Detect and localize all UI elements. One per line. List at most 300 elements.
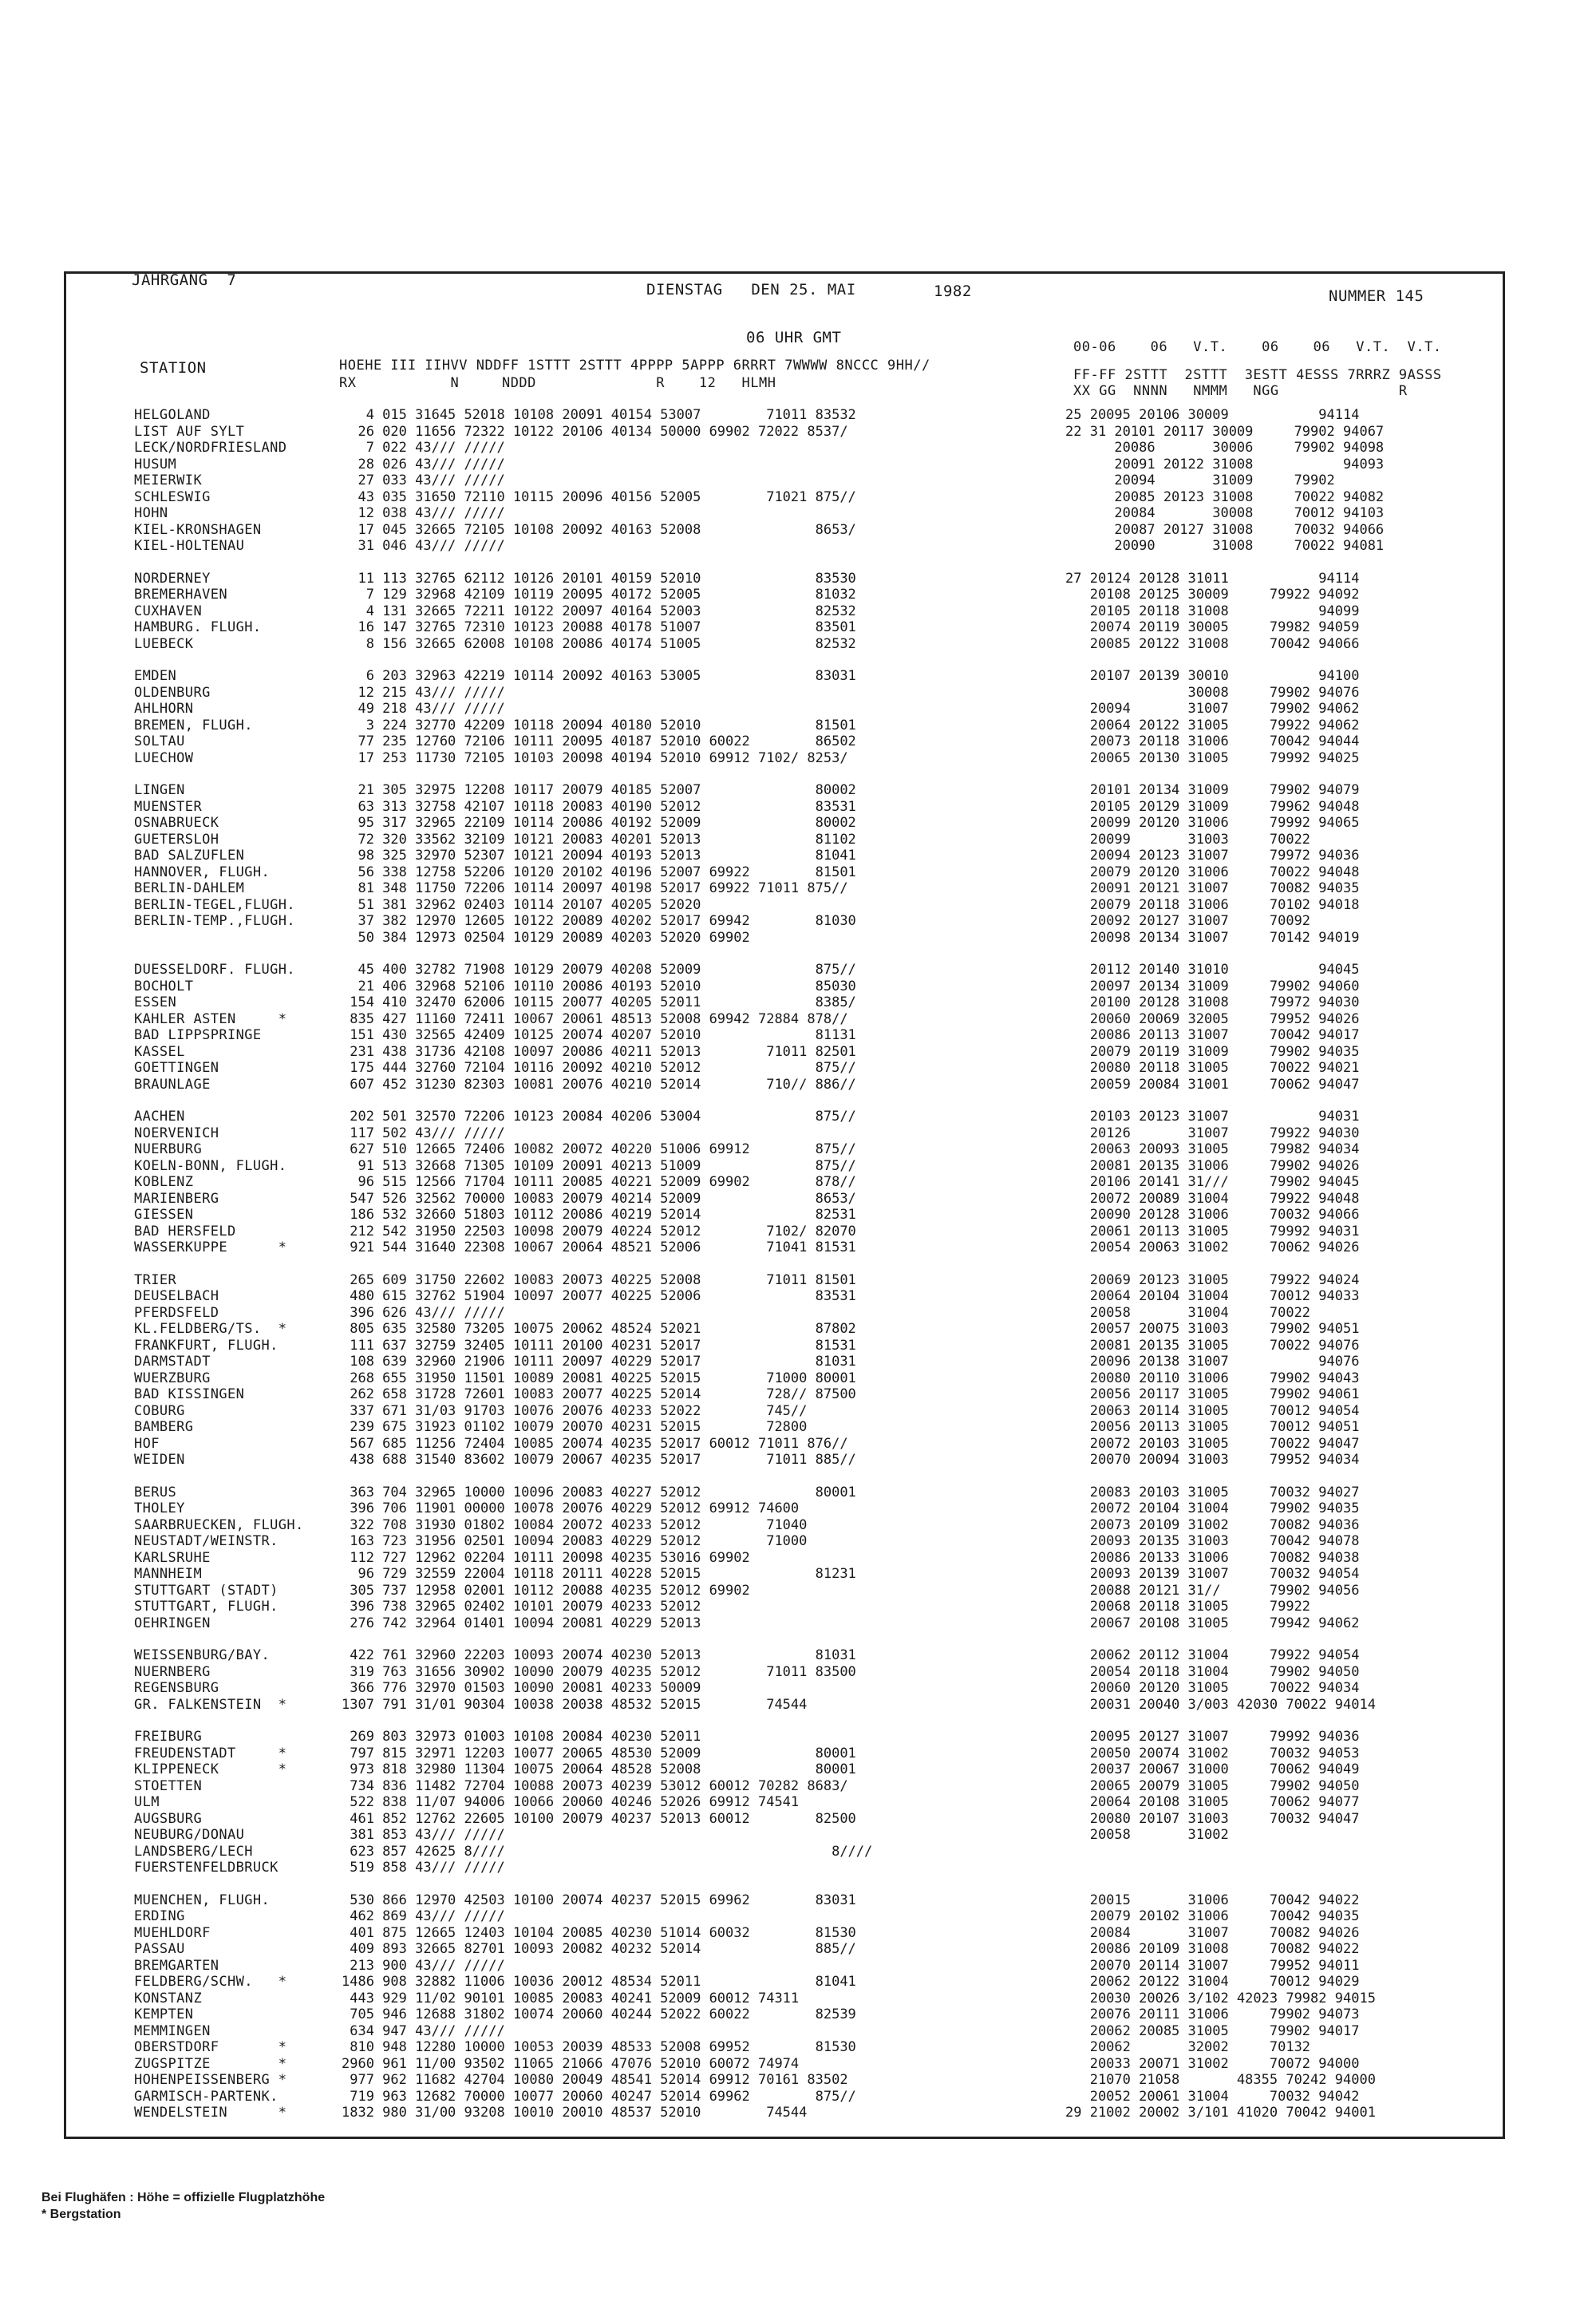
synop-data: 20079 20119 31009 79902 94035 — [1065, 1043, 1360, 1060]
synop-data: 20091 20122 31008 94093 — [1065, 456, 1385, 472]
synop-data: 20069 20123 31005 79922 94024 — [1065, 1271, 1360, 1288]
synop-data: 20062 20085 31005 79902 94017 — [1065, 2022, 1360, 2039]
station-name: FRANKFURT, FLUGH. — [134, 1337, 279, 1354]
observation-data: 627 510 12665 72406 10082 20072 40220 51006 69912 875// — [342, 1141, 856, 1157]
station-name: NEUBURG/DONAU — [134, 1827, 245, 1843]
observation-data: 522 838 11/07 94006 10066 20060 40246 52026 69912 74541 — [342, 1794, 800, 1810]
station-row — [0, 1027, 1596, 1044]
station-row — [0, 1680, 1596, 1697]
synop-data: 20084 31007 70082 94026 — [1065, 1924, 1360, 1941]
observation-data: 1486 908 32882 11006 10036 20012 48534 52011 81041 — [342, 1974, 856, 1990]
observation-data: 16 147 32765 72310 10123 20088 40178 51007 83501 — [342, 619, 856, 635]
synop-data: 20062 20112 31004 79922 94054 — [1065, 1647, 1360, 1663]
synop-data: 20084 30008 70012 94103 — [1065, 505, 1385, 521]
station-name: DUESSELDORF. FLUGH. — [134, 962, 296, 978]
station-row — [0, 1044, 1596, 1061]
observation-data: 977 962 11682 42704 10080 20049 48541 52014 69912 70161 83502 — [342, 2072, 848, 2088]
observation-data: 17 253 11730 72105 10103 20098 40194 52010 69912 7102/ 8253/ — [342, 749, 848, 766]
observation-data: 322 708 31930 01802 10084 20072 40233 52012 71040 — [342, 1516, 808, 1533]
observation-data: 63 313 32758 42107 10118 20083 40190 52012 83531 — [342, 798, 856, 815]
observation-data: 111 637 32759 32405 10111 20100 40231 52017 81531 — [342, 1337, 856, 1354]
station-name: HANNOVER, FLUGH. — [134, 864, 271, 880]
synop-data: 20050 20074 31002 70032 94053 — [1065, 1745, 1360, 1761]
observation-time: 06 UHR GMT — [746, 329, 842, 346]
station-row — [0, 815, 1596, 832]
synop-data: 20079 20102 31006 70042 94035 — [1065, 1908, 1360, 1924]
synop-data: 20100 20128 31008 79972 94030 — [1065, 994, 1360, 1010]
station-name: MARIENBERG — [134, 1190, 219, 1207]
observation-data: 805 635 32580 73205 10075 20062 48524 52021 87802 — [342, 1321, 856, 1337]
station-row — [0, 1125, 1596, 1142]
station-name: DARMSTADT — [134, 1354, 211, 1370]
synop-data: 20088 20121 31// 79902 94056 — [1065, 1582, 1360, 1599]
station-row — [0, 1011, 1596, 1028]
synop-data: 20095 20127 31007 79992 94036 — [1065, 1729, 1360, 1745]
synop-data: 20073 20118 31006 70042 94044 — [1065, 733, 1360, 749]
observation-data: 77 235 12760 72106 10111 20095 40187 52010 60022 86502 — [342, 733, 856, 749]
station-name: HELGOLAND — [134, 407, 211, 423]
synop-data: 20056 20117 31005 79902 94061 — [1065, 1386, 1360, 1402]
observation-data: 396 738 32965 02402 10101 20079 40233 52012 — [342, 1599, 701, 1615]
station-row — [0, 1207, 1596, 1224]
observation-data: 37 382 12970 12605 10122 20089 40202 52017 69942 81030 — [342, 913, 856, 929]
synop-data: 20031 20040 3/003 42030 70022 94014 — [1065, 1696, 1376, 1713]
station-row — [0, 978, 1596, 995]
station-name: STOETTEN — [134, 1777, 203, 1794]
synop-data: 20079 20120 31006 70022 94048 — [1065, 864, 1360, 880]
synop-data: 20015 31006 70042 94022 — [1065, 1892, 1360, 1908]
synop-data: 20074 20119 30005 79982 94059 — [1065, 619, 1360, 635]
synop-data: 20090 31008 70022 94081 — [1065, 538, 1385, 554]
observation-data: 401 875 12665 12403 10104 20085 40230 51014 60032 81530 — [342, 1924, 856, 1941]
station-table — [0, 407, 1596, 2137]
station-row — [0, 440, 1596, 457]
station-name: MANNHEIM — [134, 1566, 203, 1582]
observation-data: 409 893 32665 82701 10093 20082 40232 52014 885// — [342, 1941, 856, 1957]
observation-data: 276 742 32964 01401 10094 20081 40229 52013 — [342, 1615, 701, 1631]
station-name: HAMBURG. FLUGH. — [134, 619, 262, 635]
station-row — [0, 1436, 1596, 1453]
station-row — [0, 994, 1596, 1011]
station-name: ULM — [134, 1794, 160, 1810]
station-row — [0, 1485, 1596, 1501]
observation-data: 12 215 43/// ///// — [342, 684, 505, 701]
observation-data: 705 946 12688 31802 10074 20060 40244 52022 60022 82539 — [342, 2006, 856, 2022]
station-name: NUERNBERG — [134, 1663, 211, 1680]
observation-data: 438 688 31540 83602 10079 20067 40235 52017 71011 885// — [342, 1452, 856, 1468]
station-row — [0, 1778, 1596, 1795]
station-row — [0, 1077, 1596, 1093]
synop-data: 20080 20118 31005 70022 94021 — [1065, 1060, 1360, 1076]
station-row — [0, 864, 1596, 881]
station-row — [0, 1550, 1596, 1567]
synop-data: 22 31 20101 20117 30009 79902 94067 — [1065, 423, 1385, 440]
station-group — [0, 1647, 1596, 1713]
station-row — [0, 2072, 1596, 2089]
station-name: THOLEY — [134, 1500, 185, 1516]
station-row — [0, 603, 1596, 620]
station-name: LECK/NORDFRIESLAND — [134, 440, 287, 456]
station-name: LINGEN — [134, 782, 185, 798]
observation-data: 50 384 12973 02504 10129 20089 40203 52020 69902 — [342, 929, 750, 946]
station-row — [0, 1321, 1596, 1338]
synop-data: 20060 20120 31005 70022 94034 — [1065, 1680, 1360, 1696]
station-row — [0, 750, 1596, 767]
observation-data: 269 803 32973 01003 10108 20084 40230 52011 — [342, 1729, 701, 1745]
synop-data: 20099 31003 70022 — [1065, 831, 1311, 848]
observation-data: 305 737 12958 02001 10112 20088 40235 52012 69902 — [342, 1582, 750, 1599]
station-name: OBERSTDORF * — [134, 2039, 287, 2055]
synop-data: 25 20095 20106 30009 94114 — [1065, 407, 1360, 423]
station-name: OSNABRUECK — [134, 815, 219, 831]
station-row — [0, 1958, 1596, 1975]
station-name: STUTTGART, FLUGH. — [134, 1599, 279, 1615]
station-name: DEUSELBACH — [134, 1288, 219, 1304]
station-name: OLDENBURG — [134, 684, 211, 701]
station-name: STUTTGART (STADT) — [134, 1582, 279, 1599]
station-row — [0, 1338, 1596, 1354]
synop-data: 20091 20121 31007 70082 94035 — [1065, 880, 1360, 896]
station-group — [0, 668, 1596, 766]
observation-data: 12 038 43/// ///// — [342, 505, 505, 521]
station-name: BAD KISSINGEN — [134, 1386, 245, 1402]
station-name: BREMEN, FLUGH. — [134, 717, 253, 733]
observation-data: 3 224 32770 42209 10118 20094 40180 52010 81501 — [342, 717, 856, 733]
synop-data: 20065 20130 31005 79992 94025 — [1065, 749, 1360, 766]
synop-data: 20062 20122 31004 70012 94029 — [1065, 1974, 1360, 1990]
observation-data: 186 532 32660 51803 10112 20086 40219 52014 82531 — [342, 1207, 856, 1223]
observation-data: 7 022 43/// ///// — [342, 440, 505, 456]
station-name: KOBLENZ — [134, 1174, 194, 1190]
observation-data: 151 430 32565 42409 10125 20074 40207 52010 81131 — [342, 1027, 856, 1043]
observation-data: 462 869 43/// ///// — [342, 1908, 505, 1924]
station-row — [0, 1191, 1596, 1208]
observation-data: 28 026 43/// ///// — [342, 456, 505, 472]
footnote-mountain: * Bergstation — [41, 2208, 121, 2221]
observation-data: 154 410 32470 62006 10115 20077 40205 52011 8385/ — [342, 994, 856, 1010]
synop-data: 20064 20108 31005 70062 94077 — [1065, 1794, 1360, 1810]
station-row — [0, 930, 1596, 947]
synop-data: 20105 20129 31009 79962 94048 — [1065, 798, 1360, 815]
synop-data: 20094 20123 31007 79972 94036 — [1065, 848, 1360, 864]
synop-data: 20103 20123 31007 94031 — [1065, 1109, 1360, 1125]
observation-data: 623 857 42625 8//// 8//// — [342, 1843, 873, 1860]
observation-data: 43 035 31650 72110 10115 20096 40156 52005 71021 875// — [342, 488, 856, 505]
station-name: MUEHLDORF — [134, 1924, 211, 1941]
station-row — [0, 1224, 1596, 1240]
synop-data: 20092 20127 31007 70092 — [1065, 913, 1311, 929]
station-row — [0, 1305, 1596, 1322]
station-row — [0, 1403, 1596, 1420]
synop-data: 20072 20104 31004 79902 94035 — [1065, 1500, 1360, 1516]
column-header-1: HOEHE III IIHVV NDDFF 1STTT 2STTT 4PPPP 5APPP 6RRRT 7WWWW 8NCCC 9HH// — [339, 358, 930, 374]
station-name: FUERSTENFELDBRUCK — [134, 1860, 279, 1876]
synop-data: 20062 32002 70132 — [1065, 2039, 1311, 2055]
observation-data: 567 685 11256 72404 10085 20074 40235 52017 60012 71011 876// — [342, 1435, 848, 1452]
observation-data: 96 729 32559 22004 10118 20111 40228 52015 81231 — [342, 1566, 856, 1582]
synop-data: 20060 20069 32005 79952 94026 — [1065, 1010, 1360, 1027]
observation-data: 1307 791 31/01 90304 10038 20038 48532 52015 74544 — [342, 1696, 808, 1713]
observation-data: 1832 980 31/00 93208 10010 20010 48537 52010 74544 — [342, 2105, 808, 2121]
station-name: HOHN — [134, 505, 168, 521]
synop-data: 20108 20125 30009 79922 94092 — [1065, 587, 1360, 603]
observation-data: 96 515 12566 71704 10111 20085 40221 52009 69902 878// — [342, 1174, 856, 1190]
observation-data: 81 348 11750 72206 10114 20097 40198 52017 69922 71011 875// — [342, 880, 848, 896]
station-row — [0, 1174, 1596, 1191]
station-row — [0, 1158, 1596, 1175]
station-name: OEHRINGEN — [134, 1615, 211, 1631]
station-name: HOHENPEISSENBERG * — [134, 2072, 287, 2088]
synop-data: 20085 20122 31008 70042 94066 — [1065, 635, 1360, 652]
station-row — [0, 2089, 1596, 2105]
station-name: HOF — [134, 1435, 160, 1452]
synop-data: 20033 20071 31002 70072 94000 — [1065, 2055, 1360, 2072]
station-name: WENDELSTEIN * — [134, 2105, 287, 2121]
observation-data: 6 203 32963 42219 10114 20092 40163 53005 83031 — [342, 668, 856, 684]
station-name: BERLIN-TEGEL,FLUGH. — [134, 896, 296, 913]
observation-data: 797 815 32971 12203 10077 20065 48530 52009 80001 — [342, 1745, 856, 1761]
synop-data: 20083 20103 31005 70032 94027 — [1065, 1484, 1360, 1500]
station-group — [0, 1729, 1596, 1876]
station-row — [0, 1517, 1596, 1534]
synop-data: 20052 20061 31004 70032 94042 — [1065, 2088, 1360, 2105]
observation-data: 21 305 32975 12208 10117 20079 40185 52007 80002 — [342, 782, 856, 798]
observation-data: 530 866 12970 42503 10100 20074 40237 52015 69962 83031 — [342, 1892, 856, 1908]
synop-data: 20098 20134 31007 70142 94019 — [1065, 929, 1360, 946]
synop-data: 20086 30006 79902 94098 — [1065, 440, 1385, 456]
synop-data: 20064 20122 31005 79922 94062 — [1065, 717, 1360, 733]
observation-data: 95 317 32965 22109 10114 20086 40192 52009 80002 — [342, 815, 856, 831]
station-name: WEISSENBURG/BAY. — [134, 1647, 271, 1663]
station-name: GIESSEN — [134, 1207, 194, 1223]
column-header-1b: RX N NDDD R 12 HLMH — [339, 375, 776, 391]
station-group — [0, 407, 1596, 555]
station-name: KOELN-BONN, FLUGH. — [134, 1157, 287, 1174]
station-name: BRAUNLAGE — [134, 1076, 211, 1093]
synop-data: 20054 20118 31004 79902 94050 — [1065, 1663, 1360, 1680]
observation-data: 607 452 31230 82303 10081 20076 40210 52014 710// 886// — [342, 1076, 856, 1093]
station-row — [0, 472, 1596, 489]
observation-data: 4 131 32665 72211 10122 20097 40164 52003 82532 — [342, 603, 856, 619]
synop-data: 20063 20093 31005 79982 94034 — [1065, 1141, 1360, 1157]
synop-data: 20107 20139 30010 94100 — [1065, 668, 1360, 684]
synop-data: 30008 79902 94076 — [1065, 684, 1360, 701]
station-name: SCHLESWIG — [134, 488, 211, 505]
station-name: BERLIN-TEMP.,FLUGH. — [134, 913, 296, 929]
synop-data: 20057 20075 31003 79902 94051 — [1065, 1321, 1360, 1337]
station-row — [0, 1566, 1596, 1583]
station-name: BOCHOLT — [134, 978, 194, 994]
station-name: PFERDSFELD — [134, 1304, 219, 1321]
station-row — [0, 2105, 1596, 2121]
issue-number: NUMMER 145 — [1329, 287, 1424, 305]
synop-data: 21070 21058 48355 70242 94000 — [1065, 2072, 1376, 2088]
station-row — [0, 1844, 1596, 1860]
station-name: SOLTAU — [134, 733, 185, 749]
synop-data: 20061 20113 31005 79992 94031 — [1065, 1223, 1360, 1239]
synop-data: 20059 20084 31001 70062 94047 — [1065, 1076, 1360, 1093]
station-row — [0, 1647, 1596, 1664]
year: 1982 — [934, 283, 972, 300]
station-name: FELDBERG/SCHW. * — [134, 1974, 287, 1990]
synop-data: 20058 31004 70022 — [1065, 1304, 1311, 1321]
observation-data: 163 723 31956 02501 10094 20083 40229 52012 71000 — [342, 1533, 808, 1549]
station-row — [0, 1925, 1596, 1942]
synop-data: 20086 20133 31006 70082 94038 — [1065, 1549, 1360, 1566]
station-name: BREMERHAVEN — [134, 587, 227, 603]
synop-data: 20106 20141 31/// 79902 94045 — [1065, 1174, 1360, 1190]
observation-data: 7 129 32968 42109 10119 20095 40172 52005 81032 — [342, 587, 856, 603]
station-name: KARLSRUHE — [134, 1549, 211, 1566]
observation-data: 239 675 31923 01102 10079 20070 40231 52015 72800 — [342, 1419, 808, 1435]
date: DIENSTAG DEN 25. MAI — [646, 281, 856, 298]
station-name: NOERVENICH — [134, 1125, 219, 1141]
station-row — [0, 1908, 1596, 1925]
station-name: TRIER — [134, 1271, 177, 1288]
observation-data: 381 853 43/// ///// — [342, 1827, 505, 1843]
station-group — [0, 962, 1596, 1093]
observation-data: 268 655 31950 11501 10089 20081 40225 52015 71000 80001 — [342, 1370, 856, 1386]
synop-data: 20063 20114 31005 70012 94054 — [1065, 1402, 1360, 1419]
station-row — [0, 571, 1596, 587]
column-header-3b: XX GG NNNN NMMM NGG R — [1073, 383, 1408, 399]
synop-data: 20080 20107 31003 70032 94047 — [1065, 1810, 1360, 1827]
station-row — [0, 913, 1596, 930]
observation-data: 366 776 32970 01503 10090 20081 40233 50009 — [342, 1680, 701, 1696]
observation-data: 363 704 32965 10000 10096 20083 40227 52012 80001 — [342, 1484, 856, 1500]
station-row — [0, 1452, 1596, 1469]
station-name: KAHLER ASTEN * — [134, 1010, 287, 1027]
station-name: AUGSBURG — [134, 1810, 203, 1827]
station-row — [0, 1239, 1596, 1256]
station-row — [0, 832, 1596, 848]
synop-data: 27 20124 20128 31011 94114 — [1065, 570, 1360, 587]
station-row — [0, 897, 1596, 914]
column-header-2: 00-06 06 V.T. 06 06 V.T. V.T. — [1073, 339, 1442, 355]
synop-data: 20080 20110 31006 79902 94043 — [1065, 1370, 1360, 1386]
station-row — [0, 1288, 1596, 1305]
synop-data: 20073 20109 31002 70082 94036 — [1065, 1516, 1360, 1533]
station-name: NEUSTADT/WEINSTR. — [134, 1533, 279, 1549]
synop-data: 20090 20128 31006 70032 94066 — [1065, 1207, 1360, 1223]
synop-data: 20054 20063 31002 70062 94026 — [1065, 1239, 1360, 1255]
observation-data: 262 658 31728 72601 10083 20077 40225 52014 728// 87500 — [342, 1386, 856, 1402]
station-row — [0, 2039, 1596, 2056]
station-row — [0, 1599, 1596, 1615]
observation-data: 98 325 32970 52307 10121 20094 40193 52013 81041 — [342, 848, 856, 864]
station-name: MEMMINGEN — [134, 2022, 211, 2039]
station-group — [0, 1485, 1596, 1632]
synop-data: 20086 20109 31008 70082 94022 — [1065, 1941, 1360, 1957]
station-name: BERLIN-DAHLEM — [134, 880, 245, 896]
station-row — [0, 1354, 1596, 1370]
station-name: REGENSBURG — [134, 1680, 219, 1696]
observation-data: 396 706 11901 00000 10078 20076 40229 52012 69912 74600 — [342, 1500, 800, 1516]
synop-data: 20094 31009 79902 — [1065, 472, 1335, 488]
station-row — [0, 1745, 1596, 1762]
synop-data: 20099 20120 31006 79992 94065 — [1065, 815, 1360, 831]
station-group — [0, 1272, 1596, 1469]
station-name: HUSUM — [134, 456, 177, 472]
synop-data: 20105 20118 31008 94099 — [1065, 603, 1360, 619]
synop-data: 29 21002 20002 3/101 41020 70042 94001 — [1065, 2105, 1376, 2121]
observation-data: 11 113 32765 62112 10126 20101 40159 52010 83530 — [342, 570, 856, 587]
station-row — [0, 685, 1596, 702]
station-row — [0, 457, 1596, 473]
observation-data: 17 045 32665 72105 10108 20092 40163 52008 8653/ — [342, 521, 856, 538]
station-row — [0, 619, 1596, 636]
station-row — [0, 587, 1596, 603]
observation-data: 231 438 31736 42108 10097 20086 40211 52013 71011 82501 — [342, 1043, 856, 1060]
synop-data: 20030 20026 3/102 42023 79982 94015 — [1065, 1990, 1376, 2006]
station-row — [0, 1974, 1596, 1991]
observation-data: 26 020 11656 72322 10122 20106 40134 50000 69902 72022 8537/ — [342, 423, 848, 440]
synop-data: 20079 20118 31006 70102 94018 — [1065, 896, 1360, 913]
station-name: BREMGARTEN — [134, 1957, 219, 1974]
observation-data: 547 526 32562 70000 10083 20079 40214 52009 8653/ — [342, 1190, 856, 1207]
station-row — [0, 522, 1596, 539]
observation-data: 835 427 11160 72411 10067 20061 48513 52008 69942 72884 878// — [342, 1010, 848, 1027]
synop-data: 20081 20135 31005 70022 94076 — [1065, 1337, 1360, 1354]
station-name: NUERBURG — [134, 1141, 203, 1157]
observation-data: 117 502 43/// ///// — [342, 1125, 505, 1141]
observation-data: 422 761 32960 22203 10093 20074 40230 52013 81031 — [342, 1647, 856, 1663]
station-name: KASSEL — [134, 1043, 185, 1060]
synop-data: 20076 20111 31006 79902 94073 — [1065, 2006, 1360, 2022]
station-row — [0, 701, 1596, 718]
observation-data: 213 900 43/// ///// — [342, 1957, 505, 1974]
synop-data: 20087 20127 31008 70032 94066 — [1065, 521, 1385, 538]
station-name: LUECHOW — [134, 749, 194, 766]
station-row — [0, 1794, 1596, 1811]
observation-data: 212 542 31950 22503 10098 20079 40224 52012 7102/ 82070 — [342, 1223, 856, 1239]
observation-data: 49 218 43/// ///// — [342, 701, 505, 717]
station-name: CUXHAVEN — [134, 603, 203, 619]
station-row — [0, 1729, 1596, 1745]
observation-data: 175 444 32760 72104 10116 20092 40210 52012 875// — [342, 1060, 856, 1076]
synop-data: 20068 20118 31005 79922 — [1065, 1599, 1311, 1615]
station-row — [0, 1060, 1596, 1077]
observation-data: 31 046 43/// ///// — [342, 538, 505, 554]
station-name: BAD HERSFELD — [134, 1223, 236, 1239]
synop-data: 20037 20067 31000 70062 94049 — [1065, 1761, 1360, 1777]
station-row — [0, 407, 1596, 424]
station-row — [0, 1386, 1596, 1403]
station-row — [0, 848, 1596, 864]
station-group — [0, 1892, 1596, 2121]
station-name: ZUGSPITZE * — [134, 2055, 287, 2072]
synop-data: 20112 20140 31010 94045 — [1065, 962, 1360, 978]
observation-data: 319 763 31656 30902 10090 20079 40235 52012 71011 83500 — [342, 1663, 856, 1680]
station-row — [0, 1827, 1596, 1844]
station-row — [0, 1892, 1596, 1909]
column-header-3: FF-FF 2STTT 2STTT 3ESTT 4ESSS 7RRRZ 9ASSS — [1073, 367, 1442, 383]
observation-data: 45 400 32782 71908 10129 20079 40208 52009 875// — [342, 962, 856, 978]
station-row — [0, 1860, 1596, 1876]
station-header: STATION — [140, 359, 207, 377]
station-name: PASSAU — [134, 1941, 185, 1957]
station-row — [0, 1941, 1596, 1958]
synop-data: 20126 31007 79922 94030 — [1065, 1125, 1360, 1141]
synop-data: 20056 20113 31005 70012 94051 — [1065, 1419, 1360, 1435]
synop-data: 20072 20103 31005 70022 94047 — [1065, 1435, 1360, 1452]
station-row — [0, 1583, 1596, 1599]
station-name: WEIDEN — [134, 1452, 185, 1468]
synop-data: 20097 20134 31009 79902 94060 — [1065, 978, 1360, 994]
observation-data: 27 033 43/// ///// — [342, 472, 505, 488]
station-row — [0, 636, 1596, 653]
station-row — [0, 782, 1596, 799]
